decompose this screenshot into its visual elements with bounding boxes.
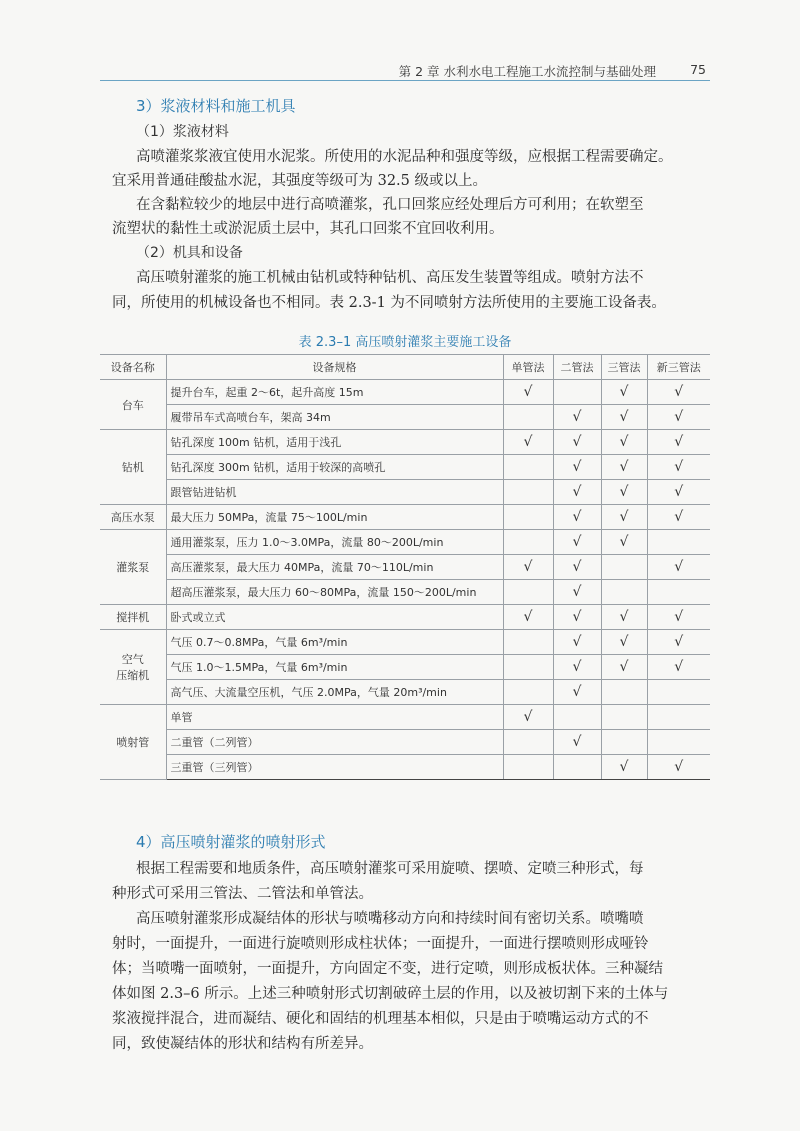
table-row — [100, 755, 710, 780]
paragraph-line: 种形式可采用三管法、二管法和单管法。 — [112, 886, 373, 902]
col-header: 三管法 — [601, 355, 647, 380]
check-mark: √ — [553, 455, 601, 480]
paragraph-line: 同，所使用的机械设备也不相同。表 2.3-1 为不同喷射方法所使用的主要施工设备表。 — [112, 295, 666, 311]
equipment-spec: 跟管钻进钻机 — [166, 480, 503, 505]
table-row — [100, 655, 710, 680]
check-mark: √ — [647, 480, 710, 505]
equipment-spec: 钻孔深度 300m 钻机，适用于较深的高喷孔 — [166, 455, 503, 480]
check-mark: √ — [601, 655, 647, 680]
equipment-table — [100, 354, 710, 780]
table-row — [100, 705, 710, 730]
check-mark: √ — [553, 730, 601, 755]
section-4-heading: 4）高压喷射灌浆的喷射形式 — [136, 833, 326, 851]
empty-cell — [503, 505, 553, 530]
check-mark: √ — [601, 380, 647, 405]
equipment-spec: 最大压力 50MPa，流量 75～100L/min — [166, 505, 503, 530]
table-row — [100, 455, 710, 480]
equipment-category: 钻机 — [100, 430, 166, 505]
check-mark: √ — [601, 480, 647, 505]
col-header: 二管法 — [553, 355, 601, 380]
check-mark: √ — [503, 605, 553, 630]
equipment-spec: 二重管（二列管） — [166, 730, 503, 755]
section-3-heading: 3）浆液材料和施工机具 — [136, 97, 296, 115]
table-row — [100, 630, 710, 655]
check-mark: √ — [553, 480, 601, 505]
empty-cell — [503, 655, 553, 680]
check-mark: √ — [647, 630, 710, 655]
table-row — [100, 405, 710, 430]
check-mark: √ — [647, 380, 710, 405]
subsection-2-heading: （2）机具和设备 — [136, 245, 243, 261]
check-mark: √ — [601, 605, 647, 630]
equipment-category: 喷射管 — [100, 705, 166, 780]
equipment-spec: 卧式或立式 — [166, 605, 503, 630]
empty-cell — [647, 680, 710, 705]
check-mark: √ — [553, 580, 601, 605]
paragraph-line: 高喷灌浆浆液宜使用水泥浆。所使用的水泥品种和强度等级，应根据工程需要确定。 — [136, 149, 673, 165]
check-mark: √ — [601, 530, 647, 555]
page-number: 75 — [690, 62, 706, 77]
equipment-category-line: 压缩机 — [116, 669, 150, 682]
check-mark: √ — [553, 430, 601, 455]
empty-cell — [503, 730, 553, 755]
equipment-spec: 气压 0.7～0.8MPa，气量 6m³/min — [166, 630, 503, 655]
empty-cell — [553, 705, 601, 730]
empty-cell — [553, 380, 601, 405]
table-row — [100, 380, 710, 405]
empty-cell — [553, 755, 601, 780]
empty-cell — [647, 530, 710, 555]
paragraph-line: 体如图 2.3–6 所示。上述三种喷射形式切割破碎土层的作用，以及被切割下来的土体与 — [112, 986, 669, 1002]
table-row — [100, 505, 710, 530]
empty-cell — [503, 405, 553, 430]
paragraph-line: 根据工程需要和地质条件，高压喷射灌浆可采用旋喷、摆喷、定喷三种形式，每 — [136, 861, 644, 877]
equipment-spec: 钻孔深度 100m 钻机，适用于浅孔 — [166, 430, 503, 455]
check-mark: √ — [503, 430, 553, 455]
check-mark: √ — [553, 405, 601, 430]
equipment-spec: 气压 1.0～1.5MPa，气量 6m³/min — [166, 655, 503, 680]
col-header: 新三管法 — [647, 355, 710, 380]
empty-cell — [647, 730, 710, 755]
empty-cell — [503, 755, 553, 780]
equipment-category: 高压水泵 — [100, 505, 166, 530]
paragraph-line: 高压喷射灌浆的施工机械由钻机或特种钻机、高压发生装置等组成。喷射方法不 — [136, 270, 644, 286]
table-header-row — [100, 355, 710, 380]
paragraph-line: 同，致使凝结体的形状和结构有所差异。 — [112, 1036, 373, 1052]
col-header: 单管法 — [503, 355, 553, 380]
check-mark: √ — [647, 605, 710, 630]
check-mark: √ — [503, 705, 553, 730]
table-row — [100, 530, 710, 555]
empty-cell — [503, 630, 553, 655]
equipment-category-line: 空气 — [121, 653, 144, 666]
check-mark: √ — [647, 505, 710, 530]
empty-cell — [601, 680, 647, 705]
paragraph-line: 浆液搅拌混合，进而凝结、硬化和固结的机理基本相似，只是由于喷嘴运动方式的不 — [112, 1011, 649, 1027]
table-row — [100, 555, 710, 580]
empty-cell — [503, 480, 553, 505]
paragraph-line: 在含黏粒较少的地层中进行高喷灌浆，孔口回浆应经处理后方可利用；在软塑至 — [136, 197, 644, 213]
table-body — [100, 380, 710, 780]
check-mark: √ — [601, 755, 647, 780]
check-mark: √ — [601, 455, 647, 480]
equipment-spec: 高压灌浆泵，最大压力 40MPa，流量 70～110L/min — [166, 555, 503, 580]
check-mark: √ — [647, 655, 710, 680]
equipment-category: 灌浆泵 — [100, 530, 166, 605]
check-mark: √ — [553, 505, 601, 530]
equipment-category — [100, 630, 166, 705]
check-mark: √ — [647, 455, 710, 480]
table-row — [100, 605, 710, 630]
empty-cell — [503, 680, 553, 705]
equipment-category: 台车 — [100, 380, 166, 430]
check-mark: √ — [553, 555, 601, 580]
table-caption: 表 2.3–1 高压喷射灌浆主要施工设备 — [298, 335, 512, 350]
check-mark: √ — [601, 405, 647, 430]
paragraph-line: 高压喷射灌浆形成凝结体的形状与喷嘴移动方向和持续时间有密切关系。喷嘴喷 — [136, 911, 644, 927]
equipment-category: 搅拌机 — [100, 605, 166, 630]
paragraph-line: 射时，一面提升，一面进行旋喷则形成柱状体；一面提升，一面进行摆喷则形成哑铃 — [112, 936, 649, 952]
check-mark: √ — [647, 555, 710, 580]
paragraph-line: 体；当喷嘴一面喷射，一面提升，方向固定不变，进行定喷，则形成板状体。三种凝结 — [112, 961, 663, 977]
equipment-spec: 超高压灌浆泵，最大压力 60～80MPa，流量 150～200L/min — [166, 580, 503, 605]
check-mark: √ — [647, 430, 710, 455]
empty-cell — [601, 555, 647, 580]
check-mark: √ — [503, 380, 553, 405]
check-mark: √ — [503, 555, 553, 580]
check-mark: √ — [601, 430, 647, 455]
empty-cell — [503, 455, 553, 480]
check-mark: √ — [553, 630, 601, 655]
equipment-spec: 通用灌浆泵，压力 1.0～3.0MPa，流量 80～200L/min — [166, 530, 503, 555]
check-mark: √ — [601, 630, 647, 655]
check-mark: √ — [647, 755, 710, 780]
equipment-spec: 单管 — [166, 705, 503, 730]
paragraph-line: 流塑状的黏性土或淤泥质土层中，其孔口回浆不宜回收利用。 — [112, 221, 504, 237]
check-mark: √ — [553, 605, 601, 630]
table-row — [100, 730, 710, 755]
col-header: 设备规格 — [166, 355, 503, 380]
equipment-spec: 高气压、大流量空压机，气压 2.0MPa，气量 20m³/min — [166, 680, 503, 705]
check-mark: √ — [647, 405, 710, 430]
check-mark: √ — [553, 680, 601, 705]
col-header: 设备名称 — [100, 355, 166, 380]
empty-cell — [647, 580, 710, 605]
equipment-spec: 提升台车，起重 2～6t，起升高度 15m — [166, 380, 503, 405]
empty-cell — [503, 530, 553, 555]
check-mark: √ — [553, 530, 601, 555]
check-mark: √ — [553, 655, 601, 680]
table-row — [100, 430, 710, 455]
equipment-spec: 履带吊车式高喷台车，架高 34m — [166, 405, 503, 430]
table-row — [100, 680, 710, 705]
running-header — [100, 58, 710, 81]
empty-cell — [647, 705, 710, 730]
empty-cell — [601, 705, 647, 730]
table-row — [100, 480, 710, 505]
empty-cell — [601, 580, 647, 605]
check-mark: √ — [601, 505, 647, 530]
chapter-title: 第 2 章 水利水电工程施工水流控制与基础处理 — [398, 64, 656, 79]
empty-cell — [503, 580, 553, 605]
empty-cell — [601, 730, 647, 755]
subsection-1-heading: （1）浆液材料 — [136, 124, 229, 140]
equipment-spec: 三重管（三列管） — [166, 755, 503, 780]
paragraph-line: 宜采用普通硅酸盐水泥，其强度等级可为 32.5 级或以上。 — [112, 173, 488, 189]
table-row — [100, 580, 710, 605]
